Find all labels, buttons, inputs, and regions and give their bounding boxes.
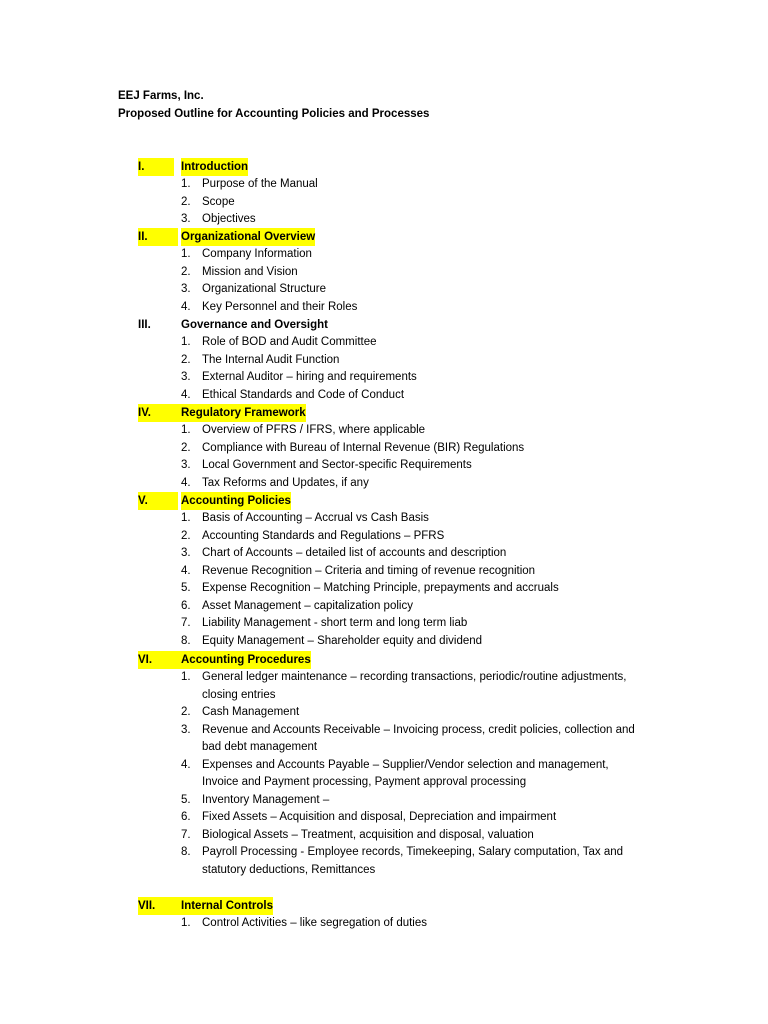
list-item-text	[202, 299, 357, 317]
list-item-line: statutory deductions, Remittances	[202, 863, 376, 876]
list-item-number: 2.	[181, 195, 191, 208]
list-item-line: Expense Recognition – Matching Principle, prepayments and accruals	[202, 582, 559, 594]
list-item-text	[202, 528, 444, 546]
list-item-number: 3.	[181, 371, 191, 383]
list-item-number: 5.	[181, 793, 191, 806]
list-item-text	[202, 633, 482, 651]
list-item-number: 1.	[181, 336, 191, 348]
list-item-text	[202, 598, 413, 616]
section-numeral: I.	[138, 158, 174, 176]
list-item-text	[202, 827, 534, 845]
section-title: Regulatory Framework	[181, 404, 306, 422]
list-item-number: 6.	[181, 811, 191, 823]
list-item-number: 1.	[181, 248, 191, 260]
list-item-line: Liability Management - short term and long term liab	[202, 617, 468, 629]
document-header	[118, 87, 429, 123]
list-item-text	[202, 369, 417, 387]
section-numeral: V.	[138, 492, 178, 510]
list-item-line: Invoice and Payment processing, Payment approval processing	[202, 776, 527, 788]
list-item-line: Tax Reforms and Updates, if any	[202, 476, 369, 489]
section-title: Internal Controls	[181, 897, 273, 915]
list-item-number: 8.	[181, 634, 191, 647]
list-item-line: Key Personnel and their Roles	[202, 300, 358, 313]
section-numeral: III.	[138, 319, 151, 331]
list-item-number: 1.	[181, 424, 191, 436]
list-item-text	[202, 545, 506, 563]
list-item-number: 2.	[181, 353, 191, 366]
list-item-line: Control Activities – like segregation of duties	[202, 917, 428, 929]
list-item-text	[202, 176, 318, 194]
list-item-text	[202, 352, 339, 370]
section-numeral: VI.	[138, 651, 182, 669]
section-title: Accounting Procedures	[181, 651, 311, 669]
list-item-text	[202, 246, 312, 264]
list-item-line: Chart of Accounts – detailed list of accounts and description	[202, 547, 507, 559]
list-item-line: Cash Management	[202, 706, 300, 718]
list-item-line: External Auditor – hiring and requirements	[202, 371, 417, 383]
list-item-line: Biological Assets – Treatment, acquisition and disposal, valuation	[202, 828, 534, 841]
list-item-text	[202, 194, 235, 212]
list-item-number: 4.	[181, 476, 191, 489]
list-item-line: bad debt management	[202, 741, 318, 753]
list-item-line: Company Information	[202, 248, 312, 260]
list-item-text	[202, 264, 298, 282]
list-item-text	[202, 457, 472, 475]
list-item-line: Payroll Processing - Employee records, Timekeeping, Salary computation, Tax and	[202, 846, 624, 858]
list-item-text	[202, 915, 427, 933]
list-item-text	[202, 440, 524, 458]
list-item-number: 5.	[181, 582, 191, 594]
list-item-text	[202, 580, 559, 598]
list-item-line: The Internal Audit Function	[202, 353, 340, 366]
list-item-number: 1.	[181, 178, 191, 190]
list-item-text	[202, 704, 299, 722]
list-item-text	[202, 615, 467, 633]
list-item-number: 1.	[181, 512, 191, 524]
list-item-text	[202, 844, 623, 879]
list-item-line: Basis of Accounting – Accrual vs Cash Basis	[202, 512, 429, 524]
list-item-line: General ledger maintenance – recording transactions, periodic/routine adjustments,	[202, 671, 627, 683]
list-item-number: 8.	[181, 846, 191, 858]
list-item-number: 3.	[181, 547, 191, 559]
list-item-text	[202, 757, 609, 792]
list-item-text	[202, 563, 535, 581]
list-item-text	[202, 669, 626, 704]
list-item-line: Organizational Structure	[202, 283, 327, 295]
list-item-line: Scope	[202, 195, 235, 208]
list-item-number: 7.	[181, 828, 191, 841]
list-item-number: 1.	[181, 917, 191, 929]
list-item-text	[202, 475, 369, 493]
list-item-number: 3.	[181, 459, 191, 471]
section-numeral: VII.	[138, 897, 185, 915]
list-item-line: Revenue Recognition – Criteria and timing of revenue recognition	[202, 564, 536, 577]
section-title: Organizational Overview	[181, 228, 315, 246]
list-item-number: 4.	[181, 564, 191, 577]
list-item-text	[202, 334, 377, 352]
list-item-line: Fixed Assets – Acquisition and disposal, Depreciation and impairment	[202, 811, 557, 823]
list-item-line: Objectives	[202, 213, 256, 225]
section-title: Governance and Oversight	[181, 319, 328, 331]
list-item-number: 4.	[181, 300, 191, 313]
list-item-number: 6.	[181, 599, 191, 612]
list-item-number: 2.	[181, 529, 191, 542]
list-item-line: Revenue and Accounts Receivable – Invoicing process, credit policies, collection and	[202, 723, 635, 736]
list-item-text	[202, 510, 429, 528]
list-item-text	[202, 211, 256, 229]
list-item-line: closing entries	[202, 688, 276, 701]
list-item-line: Local Government and Sector-specific Requirements	[202, 459, 472, 471]
list-item-line: Overview of PFRS / IFRS, where applicable	[202, 424, 426, 436]
list-item-text	[202, 387, 404, 405]
list-item-number: 2.	[181, 265, 191, 278]
list-item-number: 2.	[181, 441, 191, 454]
list-item-line: Role of BOD and Audit Committee	[202, 336, 377, 348]
list-item-number: 3.	[181, 723, 191, 736]
list-item-number: 2.	[181, 706, 191, 718]
list-item-text	[202, 281, 326, 299]
section-title: Introduction	[181, 158, 248, 176]
document-subtitle: Proposed Outline for Accounting Policies and Processes	[118, 108, 430, 120]
list-item-line: Accounting Standards and Regulations – PFRS	[202, 529, 445, 542]
list-item-number: 7.	[181, 617, 191, 629]
list-item-number: 3.	[181, 213, 191, 225]
list-item-line: Mission and Vision	[202, 265, 298, 278]
list-item-text	[202, 809, 556, 827]
company-name: EEJ Farms, Inc.	[118, 90, 204, 102]
list-item-line: Equity Management – Shareholder equity and dividend	[202, 634, 483, 647]
list-item-line: Compliance with Bureau of Internal Revenue (BIR) Regulations	[202, 441, 525, 454]
list-item-text	[202, 422, 425, 440]
section-title: Accounting Policies	[181, 492, 291, 510]
list-item-text	[202, 792, 329, 810]
section-numeral: IV.	[138, 404, 181, 422]
list-item-line: Inventory Management –	[202, 793, 330, 806]
list-item-number: 4.	[181, 388, 191, 401]
list-item-number: 1.	[181, 671, 191, 683]
list-item-line: Purpose of the Manual	[202, 178, 318, 190]
list-item-text	[202, 722, 635, 757]
list-item-line: Asset Management – capitalization policy	[202, 599, 413, 612]
list-item-number: 4.	[181, 758, 191, 771]
section-numeral: II.	[138, 228, 178, 246]
list-item-line: Expenses and Accounts Payable – Supplier/Vendor selection and management,	[202, 758, 609, 771]
list-item-line: Ethical Standards and Code of Conduct	[202, 388, 405, 401]
list-item-number: 3.	[181, 283, 191, 295]
